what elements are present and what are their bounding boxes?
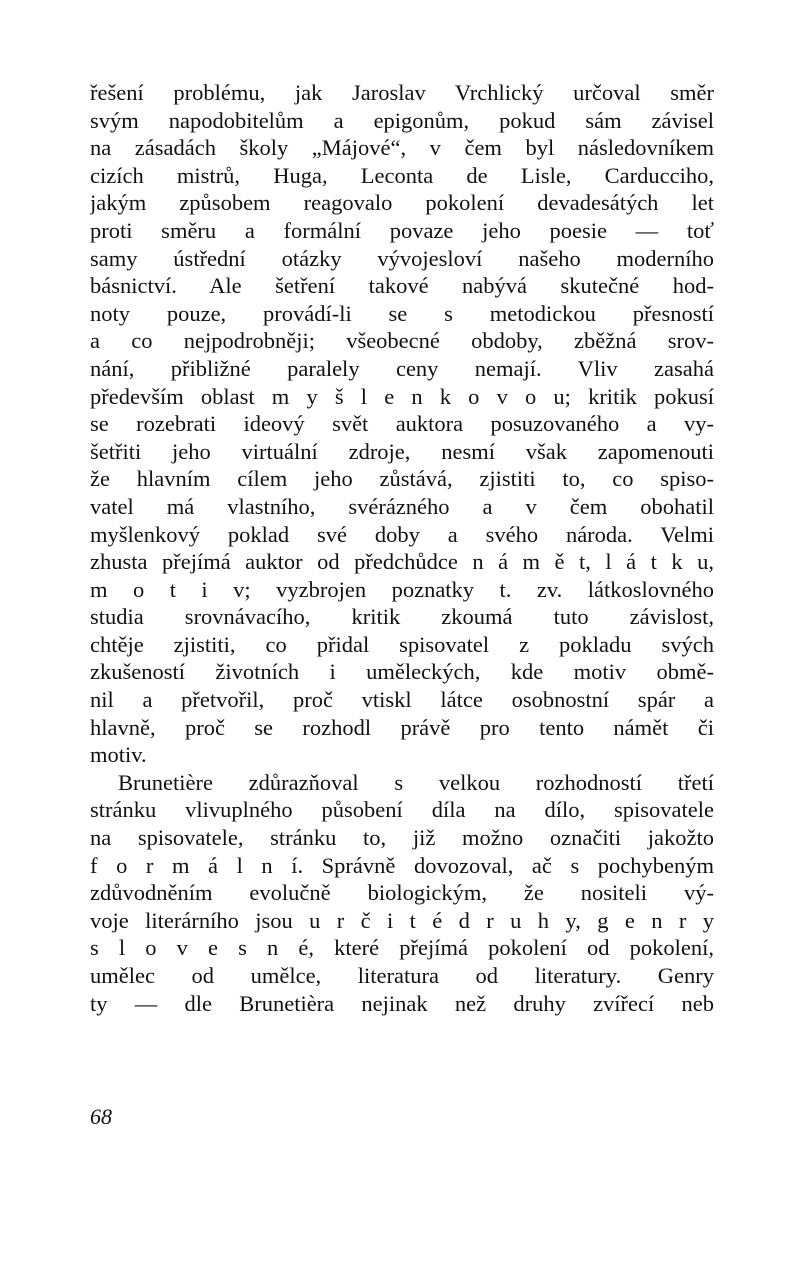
paragraph-end-line: motiv. <box>90 742 147 768</box>
text-line: f o r m á l n í. Správně dovozoval, ač s pochybeným <box>90 852 714 878</box>
text-line: na zásadách školy „Májové“, v čem byl následovníkem <box>90 135 714 161</box>
text-line: zhusta přejímá auktor od předchůdce n á m ě t, l á t k u, <box>90 549 714 575</box>
text-line: svým napodobitelům a epigonům, pokud sám závisel <box>90 107 714 133</box>
text-line: studia srovnávacího, kritik zkoumá tuto závislost, <box>90 604 714 630</box>
text-line: na spisovatele, stránku to, již možno označiti jakožto <box>90 825 714 851</box>
text-line: především oblast m y š l e n k o v o u; kritik pokusí <box>90 383 714 409</box>
text-line: vatel má vlastního, svérázného a v čem obohatil <box>90 493 714 519</box>
text-line: samy ústřední otázky vývojesloví našeho moderního <box>90 245 714 271</box>
text-line: ty — dle Brunetièra nejinak než druhy zvířecí neb <box>90 990 714 1016</box>
text-line: myšlenkový poklad své doby a svého národa. Velmi <box>90 521 714 547</box>
paragraph-start-line: Brunetière zdůrazňoval s velkou rozhodností třetí <box>118 769 714 795</box>
text-line: m o t i v; vyzbrojen poznatky t. zv. látkoslovného <box>90 576 714 602</box>
text-line: noty pouze, provádí-li se s metodickou přesností <box>90 300 714 326</box>
text-line: stránku vlivuplného působení díla na dílo, spisovatele <box>90 797 714 823</box>
text-line: voje literárního jsou u r č i t é d r u h y, g e n r y <box>90 907 714 933</box>
text-line: šetřiti jeho virtuální zdroje, nesmí však zapomenouti <box>90 438 714 464</box>
text-line: nání, přibližné paralely ceny nemají. Vliv zasahá <box>90 355 714 381</box>
text-line: že hlavním cílem jeho zůstává, zjistiti to, co spiso- <box>90 466 714 492</box>
text-line: s l o v e s n é, které přejímá pokolení od pokolení, <box>90 935 714 961</box>
text-line: zkušeností životních i uměleckých, kde motiv obmě- <box>90 659 714 685</box>
text-line: nil a přetvořil, proč vtiskl látce osobnostní spár a <box>90 687 714 713</box>
text-line: zdůvodněním evolučně biologickým, že nositeli vý- <box>90 880 714 906</box>
text-line: proti směru a formální povaze jeho poesie — toť <box>90 217 714 243</box>
text-line: cizích mistrů, Huga, Leconta de Lisle, Carducciho, <box>90 162 714 188</box>
text-line: jakým způsobem reagovalo pokolení devadesátých let <box>90 190 714 216</box>
text-line: chtěje zjistiti, co přidal spisovatel z pokladu svých <box>90 631 714 657</box>
text-line: básnictví. Ale šetření takové nabývá skutečné hod- <box>90 273 714 299</box>
text-line: hlavně, proč se rozhodl právě pro tento námět či <box>90 714 714 740</box>
text-line: umělec od umělce, literatura od literatury. Genry <box>90 963 714 988</box>
body-text <box>90 79 714 1017</box>
text-line: řešení problému, jak Jaroslav Vrchlický určoval směr <box>90 80 714 105</box>
text-line: se rozebrati ideový svět auktora posuzovaného a vy- <box>90 411 714 437</box>
page-number: 68 <box>90 1104 112 1129</box>
text-line: a co nejpodrobněji; všeobecné obdoby, zběžná srov- <box>90 328 714 354</box>
